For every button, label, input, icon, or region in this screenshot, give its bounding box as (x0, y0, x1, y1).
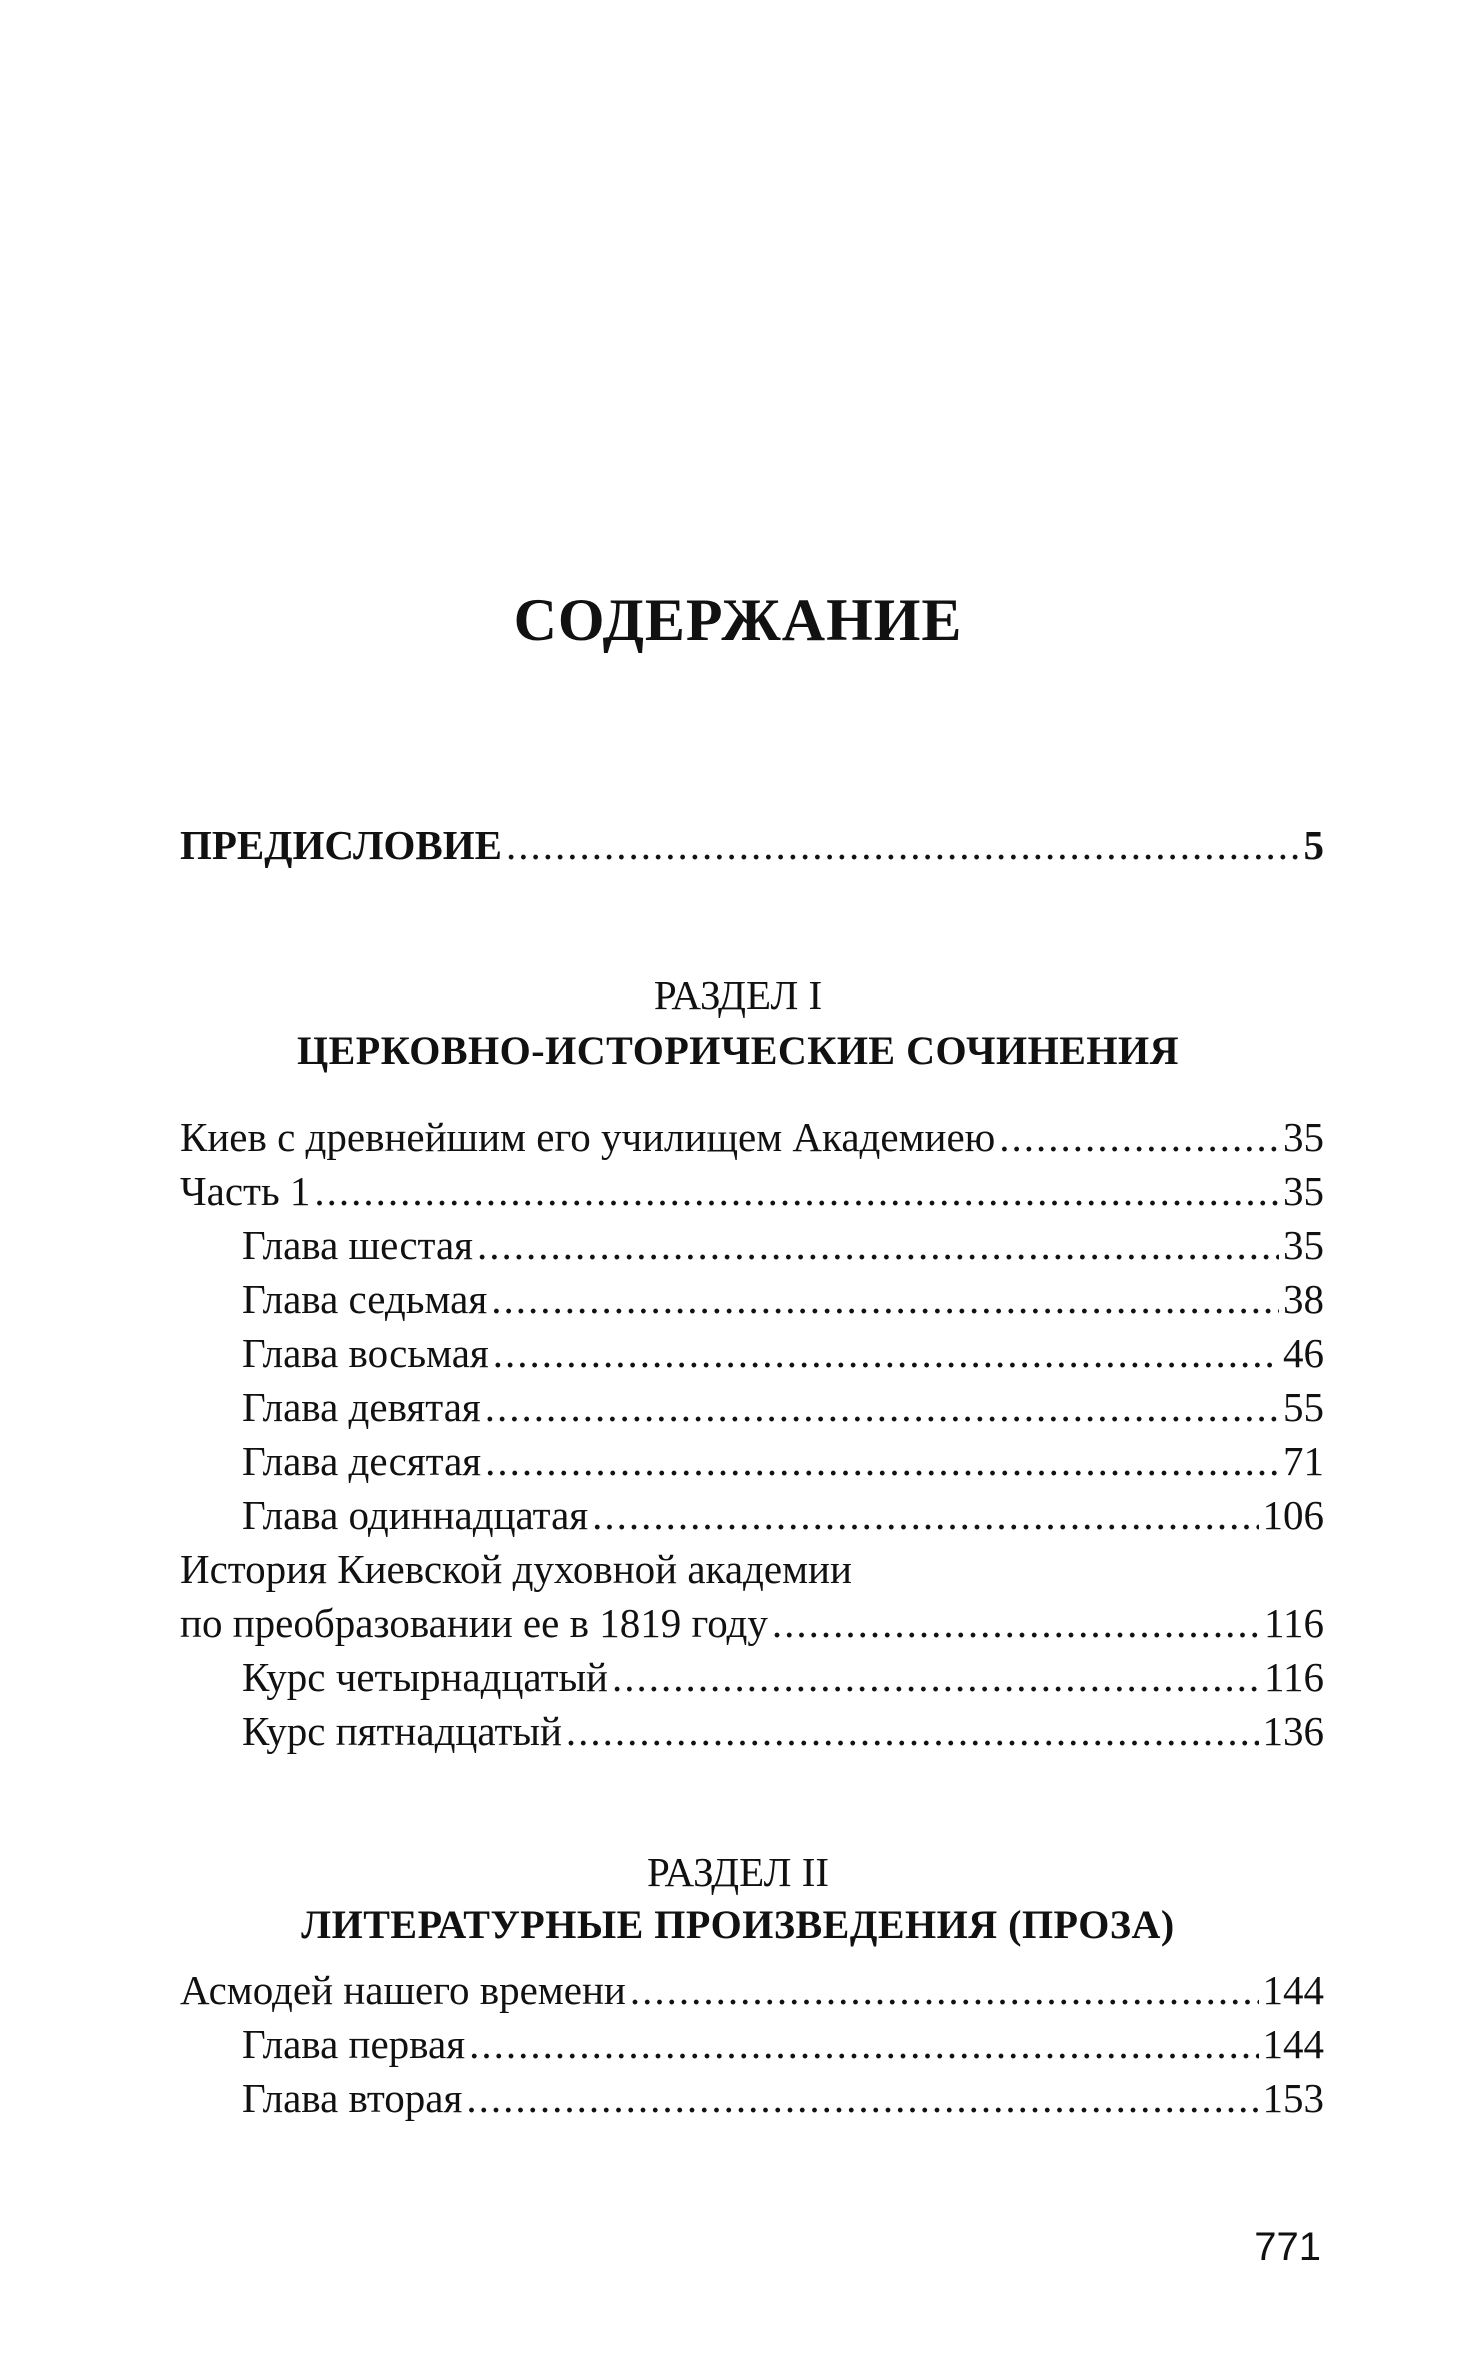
dot-leader (493, 1326, 1279, 1380)
dot-leader (469, 2017, 1258, 2071)
toc-entry[interactable] (180, 1434, 1324, 1488)
toc-entry[interactable] (180, 1110, 1324, 1164)
toc-entry-label: Асмодей нашего времени (180, 1967, 626, 2013)
toc-entry[interactable] (180, 1596, 1324, 1650)
toc-entry-label: Курс четырнадцатый (242, 1654, 608, 1700)
section-title: ЛИТЕРАТУРНЫЕ ПРОИЗВЕДЕНИЯ (ПРОЗА) (301, 1902, 1175, 1947)
toc-entry[interactable] (180, 2071, 1324, 2125)
toc-entry-page: 38 (1283, 1276, 1324, 1322)
toc-entry-label: по преобразовании ее в 1819 году (180, 1600, 768, 1646)
toc-entry[interactable] (180, 1704, 1324, 1758)
toc-entry-page: 5 (1303, 822, 1324, 868)
dot-leader (592, 1488, 1258, 1542)
toc-entry-preface[interactable] (180, 818, 1324, 872)
toc-entry-page: 116 (1264, 1600, 1324, 1646)
page-number: 771 (1254, 2225, 1321, 2269)
toc-entry-page: 153 (1262, 2075, 1324, 2121)
toc-entry-label: Курс пятнадцатый (242, 1708, 562, 1754)
toc-entry-label: Глава первая (242, 2021, 466, 2067)
section-number: РАЗДЕЛ II (646, 1849, 830, 1895)
dot-leader (566, 1704, 1259, 1758)
toc-entry-page: 116 (1264, 1654, 1324, 1700)
dot-leader (772, 1596, 1260, 1650)
dot-leader (491, 1272, 1279, 1326)
toc-entry[interactable] (180, 1542, 1324, 1596)
toc-entry-page: 106 (1262, 1492, 1324, 1538)
section-number: РАЗДЕЛ I (653, 972, 823, 1018)
dot-leader (612, 1650, 1260, 1704)
dot-leader (477, 1218, 1279, 1272)
toc-entry-page: 46 (1283, 1330, 1324, 1376)
toc-entry-label: Глава десятая (242, 1438, 482, 1484)
toc-entry[interactable] (180, 1272, 1324, 1326)
toc-entry[interactable] (180, 1218, 1324, 1272)
toc-entry-page: 55 (1283, 1384, 1324, 1430)
toc-entry-label: Глава одиннадцатая (242, 1492, 589, 1538)
toc-entry[interactable] (180, 1326, 1324, 1380)
toc-entry-page: 144 (1262, 2021, 1324, 2067)
toc-entry-page: 144 (1262, 1967, 1324, 2013)
toc-entry-label: Глава шестая (242, 1222, 474, 1268)
toc-entry-page: 35 (1283, 1222, 1324, 1268)
dot-leader (485, 1380, 1279, 1434)
toc-entry-label: Часть 1 (180, 1168, 311, 1214)
dot-leader (466, 2071, 1258, 2125)
toc-entry-label: Глава девятая (242, 1384, 481, 1430)
toc-entry-page: 35 (1283, 1114, 1324, 1160)
dot-leader (506, 818, 1300, 872)
toc-entry-label: Глава вторая (242, 2075, 463, 2121)
toc-entry[interactable] (180, 1380, 1324, 1434)
page-title: СОДЕРЖАНИЕ (513, 587, 963, 653)
toc-entry-label: История Киевской духовной академии (180, 1546, 852, 1592)
dot-leader (630, 1963, 1259, 2017)
toc-entry-page: 71 (1283, 1438, 1324, 1484)
toc-entry[interactable] (180, 2017, 1324, 2071)
toc-entry[interactable] (180, 1164, 1324, 1218)
toc-entry[interactable] (180, 1650, 1324, 1704)
toc-entry-label: Глава восьмая (242, 1330, 489, 1376)
dot-leader (485, 1434, 1279, 1488)
toc-entry[interactable] (180, 1488, 1324, 1542)
toc-entry-label: Киев с древнейшим его училищем Академиею (180, 1114, 996, 1160)
toc-entry-label: ПРЕДИСЛОВИЕ (180, 822, 502, 868)
toc-entry-page: 136 (1262, 1708, 1324, 1754)
dot-leader (314, 1164, 1279, 1218)
toc-entry-label: Глава седьмая (242, 1276, 488, 1322)
dot-leader (999, 1110, 1279, 1164)
section-title: ЦЕРКОВНО-ИСТОРИЧЕСКИЕ СОЧИНЕНИЯ (297, 1028, 1179, 1073)
toc-entry[interactable] (180, 1963, 1324, 2017)
toc-entry-page: 35 (1283, 1168, 1324, 1214)
